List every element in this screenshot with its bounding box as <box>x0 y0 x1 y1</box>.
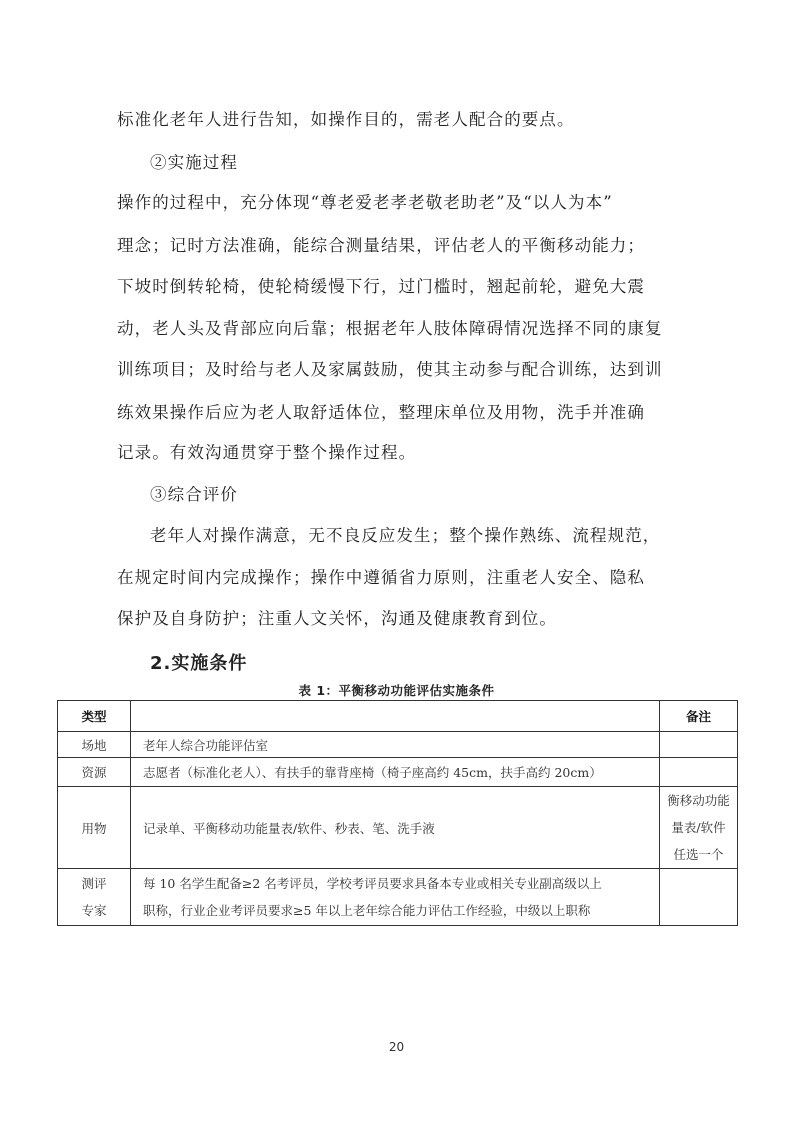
cell-note <box>660 732 738 758</box>
cell-content: 志愿者（标准化老人）、有扶手的靠背座椅（椅子座高约 45cm，扶手高约 20cm） <box>131 758 660 787</box>
cell-content: 老年人综合功能评估室 <box>131 732 660 758</box>
header-content <box>131 701 660 732</box>
table-row <box>58 787 738 869</box>
cell-type <box>58 869 131 926</box>
header-type: 类型 <box>58 701 131 732</box>
cell-note-line: 量表/软件 <box>671 820 726 835</box>
body-paragraph-line: 在规定时间内完成操作；操作中遵循省力原则，注重老人安全、隐私 <box>117 568 645 587</box>
section-heading: 2.实施条件 <box>150 653 248 674</box>
cell-content <box>131 869 660 926</box>
cell-content-line: 职称，行业企业考评员要求≥5 年以上老年综合能力评估工作经验，中级以上职称 <box>143 903 591 918</box>
cell-note <box>660 869 738 926</box>
body-paragraph-line: 操作的过程中，充分体现“尊老爱老孝老敬老助老”及“以人为本” <box>117 193 613 212</box>
cell-note-line: 任选一个 <box>673 847 724 862</box>
body-paragraph-line: 老年人对操作满意，无不良反应发生；整个操作熟练、流程规范， <box>150 526 661 545</box>
body-paragraph-line: 理念；记时方法准确，能综合测量结果，评估老人的平衡移动能力； <box>117 236 645 255</box>
body-paragraph-line: 标准化老年人进行告知，如操作目的，需老人配合的要点。 <box>117 110 575 129</box>
conditions-table <box>57 700 738 926</box>
cell-type-line: 专家 <box>81 903 107 918</box>
cell-note <box>660 787 738 869</box>
table-caption: 表 1：平衡移动功能评估实施条件 <box>298 683 495 698</box>
table-header-row <box>58 701 738 732</box>
body-paragraph-line: 动，老人头及背部应向后靠；根据老年人肢体障碍情况选择不同的康复 <box>117 319 663 338</box>
body-paragraph-line: 训练项目；及时给与老人及家属鼓励，使其主动参与配合训练，达到训 <box>117 360 663 379</box>
cell-type: 资源 <box>58 758 131 787</box>
header-note: 备注 <box>660 701 738 732</box>
table-row <box>58 732 738 758</box>
body-paragraph-line: 下坡时倒转轮椅，使轮椅缓慢下行，过门槛时，翘起前轮，避免大震 <box>117 277 645 296</box>
subsection-heading-evaluation: ③综合评价 <box>150 485 238 504</box>
cell-type-line: 测评 <box>81 876 107 891</box>
subsection-heading-implementation: ②实施过程 <box>150 153 238 172</box>
cell-type: 场地 <box>58 732 131 758</box>
cell-content-line: 每 10 名学生配备≥2 名考评员，学校考评员要求具备本专业或相关专业副高级以上 <box>143 876 602 891</box>
cell-note-line: 衡移动功能 <box>667 793 730 808</box>
cell-type: 用物 <box>58 787 131 869</box>
page-number: 20 <box>388 1040 405 1054</box>
cell-note <box>660 758 738 787</box>
table-row <box>58 758 738 787</box>
body-paragraph-line: 保护及自身防护；注重人文关怀，沟通及健康教育到位。 <box>117 609 557 628</box>
table-row <box>58 869 738 926</box>
cell-content: 记录单、平衡移动功能量表/软件、秒表、笔、洗手液 <box>131 787 660 869</box>
body-paragraph-line: 记录。有效沟通贯穿于整个操作过程。 <box>117 443 417 462</box>
body-paragraph-line: 练效果操作后应为老人取舒适体位，整理床单位及用物，洗手并准确 <box>117 403 645 422</box>
